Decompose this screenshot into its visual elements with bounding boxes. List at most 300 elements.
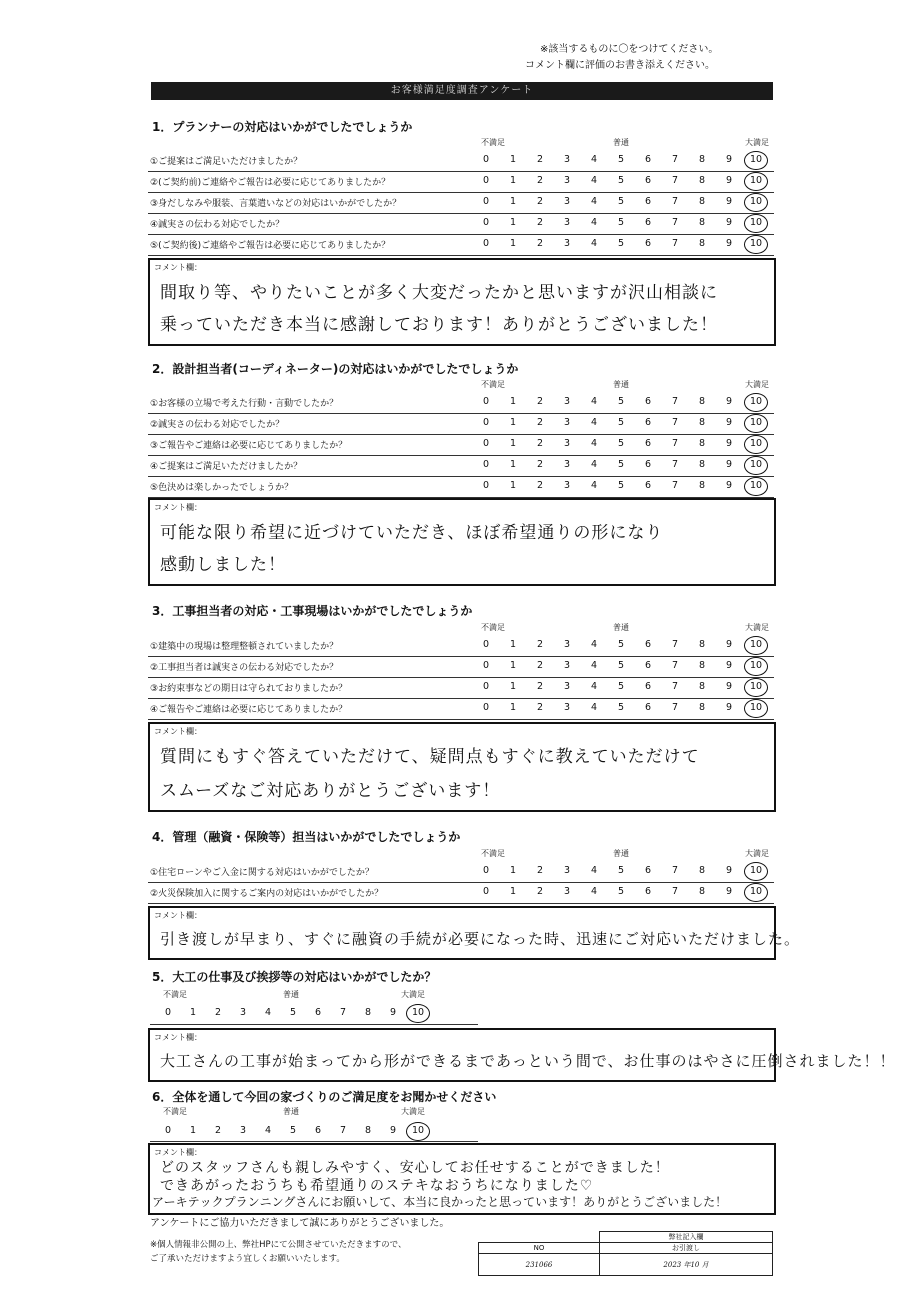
rating-option[interactable]: 4 (264, 1125, 272, 1136)
rating-option[interactable]: 2 (536, 154, 544, 165)
rating-option[interactable]: 3 (239, 1007, 247, 1018)
rating-option[interactable]: 6 (644, 886, 652, 897)
rating-option[interactable]: 9 (725, 459, 733, 470)
rating-option[interactable]: 8 (698, 175, 706, 186)
rating-option[interactable]: 5 (617, 396, 625, 407)
rating-option[interactable]: 2 (536, 660, 544, 671)
rating-option[interactable]: 7 (671, 681, 679, 692)
rating-option[interactable]: 10 (749, 639, 763, 650)
rating-option[interactable]: 10 (749, 438, 763, 449)
rating-option[interactable]: 3 (563, 865, 571, 876)
section-2-comment-line-1: 可能な限り希望に近づけていただき、ほぼ希望通りの形になり (160, 523, 664, 543)
rating-option[interactable]: 3 (563, 175, 571, 186)
rating-option[interactable]: 10 (749, 865, 763, 876)
rating-option[interactable]: 2 (536, 886, 544, 897)
rating-option[interactable]: 2 (536, 480, 544, 491)
rating-option[interactable]: 6 (644, 196, 652, 207)
rating-option[interactable]: 6 (644, 480, 652, 491)
rating-option[interactable]: 1 (509, 886, 517, 897)
section-1-comment-line-2: 乗っていただき本当に感謝しております！ありがとうございました！ (160, 315, 718, 335)
office-use-table (478, 1231, 773, 1276)
rating-option[interactable]: 1 (509, 660, 517, 671)
selected-rating-circle (744, 172, 768, 191)
scale-high-label: 大満足 (745, 138, 769, 147)
rating-option[interactable]: 10 (749, 217, 763, 228)
rating-option[interactable]: 8 (698, 238, 706, 249)
rating-option[interactable]: 3 (563, 886, 571, 897)
rating-option[interactable]: 3 (563, 681, 571, 692)
selected-rating-circle (744, 636, 768, 655)
section-5-rating-scale (150, 1007, 450, 1023)
section-6-scale-header (150, 1106, 430, 1120)
rating-option[interactable]: 3 (239, 1125, 247, 1136)
rating-option[interactable]: 4 (590, 660, 598, 671)
rating-option[interactable]: 7 (671, 480, 679, 491)
rating-option[interactable]: 0 (482, 175, 490, 186)
rating-option[interactable]: 6 (644, 438, 652, 449)
rating-option[interactable]: 8 (698, 480, 706, 491)
section-1-comment-line-1: 間取り等、やりたいことが多く大変だったかと思いますが沢山相談に (160, 283, 718, 303)
rating-option[interactable]: 5 (617, 660, 625, 671)
rating-option[interactable]: 1 (509, 396, 517, 407)
rating-option[interactable]: 7 (671, 154, 679, 165)
rating-option[interactable]: 5 (617, 417, 625, 428)
rating-option[interactable]: 9 (725, 480, 733, 491)
question-row (148, 413, 774, 435)
rating-option[interactable]: 10 (749, 886, 763, 897)
question-row (148, 150, 774, 172)
rating-option[interactable]: 1 (509, 175, 517, 186)
rating-option[interactable]: 8 (698, 217, 706, 228)
section-5-comment-box (148, 1028, 896, 1082)
question-row (148, 476, 774, 498)
rating-option[interactable]: 4 (590, 154, 598, 165)
handover-label: お引渡し (600, 1243, 773, 1254)
rating-option[interactable]: 1 (509, 681, 517, 692)
rating-option[interactable]: 5 (617, 639, 625, 650)
rating-option[interactable]: 9 (725, 660, 733, 671)
rating-option[interactable]: 2 (536, 417, 544, 428)
comment-label: コメント欄： (154, 1148, 202, 1157)
rating-option[interactable]: 10 (749, 702, 763, 713)
rating-option[interactable]: 0 (164, 1125, 172, 1136)
question-row (148, 635, 774, 657)
rating-option[interactable]: 6 (644, 217, 652, 228)
rating-option[interactable]: 9 (725, 438, 733, 449)
section-2-title: 2．設計担当者(コーディネーター)の対応はいかがでしたでしょうか (152, 362, 519, 376)
rating-option[interactable]: 6 (644, 660, 652, 671)
rating-option[interactable]: 5 (289, 1007, 297, 1018)
rating-scale (148, 196, 774, 210)
question-row (148, 392, 774, 414)
rating-option[interactable]: 2 (536, 459, 544, 470)
scale-mid-label: 普通 (613, 380, 629, 389)
rating-option[interactable]: 2 (536, 681, 544, 692)
rating-option[interactable]: 8 (364, 1125, 372, 1136)
no-value: 231066 (479, 1254, 600, 1276)
section-3-comment-line-1: 質問にもすぐ答えていただけて、疑問点もすぐに教えていただけて (160, 747, 700, 767)
header-note-2: コメント欄に評価のお書き添えください。 (525, 60, 715, 71)
rating-option[interactable]: 8 (698, 639, 706, 650)
section-6-title: 6．全体を通して今回の家づくりのご満足度をお聞かせください (152, 1090, 497, 1104)
question-row (148, 192, 774, 214)
rating-option[interactable]: 10 (749, 417, 763, 428)
rating-option[interactable]: 4 (590, 196, 598, 207)
rating-option[interactable]: 4 (590, 480, 598, 491)
rating-option[interactable]: 10 (749, 175, 763, 186)
question-text: ①ご提案はご満足いただけましたか？ (150, 157, 303, 167)
comment-label: コメント欄： (154, 263, 202, 272)
selected-rating-circle (744, 414, 768, 433)
rating-option[interactable]: 4 (590, 417, 598, 428)
rating-option[interactable]: 1 (509, 154, 517, 165)
rating-option[interactable]: 0 (482, 417, 490, 428)
selected-rating-circle (744, 235, 768, 254)
rating-option[interactable]: 9 (725, 639, 733, 650)
rating-option[interactable]: 6 (644, 238, 652, 249)
rating-option[interactable]: 1 (509, 639, 517, 650)
rating-option[interactable]: 4 (590, 639, 598, 650)
rating-option[interactable]: 3 (563, 396, 571, 407)
rating-option[interactable]: 2 (536, 238, 544, 249)
rating-option[interactable]: 5 (289, 1125, 297, 1136)
rating-scale (148, 217, 774, 231)
no-label: NO (479, 1243, 600, 1254)
rating-option[interactable]: 4 (590, 702, 598, 713)
rating-option[interactable]: 8 (698, 154, 706, 165)
rating-option[interactable]: 6 (644, 865, 652, 876)
rating-option[interactable]: 2 (536, 396, 544, 407)
rating-option[interactable]: 0 (482, 154, 490, 165)
question-row (148, 677, 774, 699)
selected-rating-circle (744, 435, 768, 454)
rating-option[interactable]: 5 (617, 480, 625, 491)
question-text: ④誠実さの伝わる対応でしたか？ (150, 220, 285, 230)
selected-rating-circle (744, 657, 768, 676)
rating-option[interactable]: 2 (536, 438, 544, 449)
selected-rating-circle (744, 214, 768, 233)
selected-rating-circle (744, 193, 768, 212)
rating-option[interactable]: 7 (671, 417, 679, 428)
rating-option[interactable]: 5 (617, 702, 625, 713)
section-6-comment-line-2: できあがったおうちも希望通りのステキなおうちになりました♡ (160, 1178, 594, 1194)
rating-option[interactable]: 7 (671, 639, 679, 650)
question-text: ③身だしなみや服装、言葉遣いなどの対応はいかがでしたか？ (150, 199, 402, 209)
rating-option[interactable]: 10 (749, 154, 763, 165)
rating-option[interactable]: 1 (189, 1125, 197, 1136)
rating-option[interactable]: 0 (482, 639, 490, 650)
rating-option[interactable]: 6 (644, 681, 652, 692)
rating-option[interactable]: 1 (509, 702, 517, 713)
question-text: ⑤色決めは楽しかったでしょうか？ (150, 483, 294, 493)
rating-option[interactable]: 6 (644, 175, 652, 186)
rating-option[interactable]: 0 (482, 238, 490, 249)
rating-option[interactable]: 0 (482, 196, 490, 207)
rating-option[interactable]: 0 (482, 865, 490, 876)
question-row (148, 861, 774, 883)
rating-option[interactable]: 5 (617, 238, 625, 249)
question-row (148, 434, 774, 456)
comment-label: コメント欄： (154, 727, 202, 736)
rating-option[interactable]: 3 (563, 238, 571, 249)
scale-high-label: 大満足 (401, 990, 425, 999)
scale-low-label: 不満足 (481, 138, 505, 147)
rating-option[interactable]: 7 (339, 1125, 347, 1136)
rating-option[interactable]: 1 (509, 417, 517, 428)
section-4-comment-line-1: 引き渡しが早まり、すぐに融資の手続が必要になった時、迅速にご対応いただけました。 (160, 930, 801, 948)
rating-option[interactable]: 6 (314, 1007, 322, 1018)
rating-option[interactable]: 9 (725, 196, 733, 207)
section-3-comment-line-2: スムーズなご対応ありがとうございます！ (160, 781, 501, 801)
rating-option[interactable]: 10 (411, 1007, 425, 1018)
rating-option[interactable]: 3 (563, 639, 571, 650)
survey-title-banner: お客様満足度調査アンケート (151, 82, 773, 100)
rating-option[interactable]: 10 (749, 459, 763, 470)
rating-option[interactable]: 1 (509, 865, 517, 876)
rating-option[interactable]: 4 (590, 886, 598, 897)
comment-label: コメント欄： (154, 911, 202, 920)
rating-option[interactable]: 8 (698, 396, 706, 407)
scale-low-label: 不満足 (481, 849, 505, 858)
rating-option[interactable]: 10 (749, 396, 763, 407)
rating-option[interactable]: 3 (563, 154, 571, 165)
rating-option[interactable]: 4 (590, 217, 598, 228)
rating-option[interactable]: 7 (671, 196, 679, 207)
rating-option[interactable]: 7 (671, 217, 679, 228)
privacy-note-1: ※個人情報非公開の上、弊社HPにて公開させていただきますので、 (150, 1240, 407, 1250)
rating-scale (148, 865, 774, 879)
rating-option[interactable]: 0 (482, 886, 490, 897)
rating-option[interactable]: 7 (671, 886, 679, 897)
rating-option[interactable]: 4 (590, 459, 598, 470)
question-text: ①お客様の立場で考えた行動・言動でしたか？ (150, 399, 339, 409)
scale-low-label: 不満足 (163, 990, 187, 999)
rating-option[interactable]: 1 (509, 217, 517, 228)
rating-scale (148, 639, 774, 653)
comment-label: コメント欄： (154, 1033, 202, 1042)
section-2-comment-line-2: 感動しました！ (160, 555, 286, 575)
rating-option[interactable]: 7 (339, 1007, 347, 1018)
rating-option[interactable]: 5 (617, 217, 625, 228)
section-5-comment-line-1: 大工さんの工事が始まってから形ができるまであっという間で、お仕事のはやさに圧倒されました！！ (160, 1052, 896, 1070)
rating-option[interactable]: 8 (364, 1007, 372, 1018)
rating-scale (148, 417, 774, 431)
rating-option[interactable]: 9 (725, 417, 733, 428)
question-row (148, 234, 774, 256)
rating-option[interactable]: 0 (482, 681, 490, 692)
rating-option[interactable]: 3 (563, 702, 571, 713)
rating-option[interactable]: 6 (644, 396, 652, 407)
rating-option[interactable]: 7 (671, 660, 679, 671)
rating-option[interactable]: 6 (314, 1125, 322, 1136)
section-6-comment-box (148, 1143, 776, 1215)
scale-low-label: 不満足 (163, 1107, 187, 1116)
section-4-title: 4．管理（融資・保険等）担当はいかがでしたでしょうか (152, 830, 461, 844)
rating-option[interactable]: 6 (644, 639, 652, 650)
rating-option[interactable]: 0 (482, 459, 490, 470)
section-6-rating-underline (150, 1141, 478, 1142)
rating-option[interactable]: 6 (644, 702, 652, 713)
section-5-scale-header (150, 989, 430, 1003)
section-4-scale-header (148, 848, 774, 862)
rating-scale (148, 886, 774, 900)
question-row (148, 171, 774, 193)
rating-option[interactable]: 1 (509, 438, 517, 449)
rating-option[interactable]: 3 (563, 196, 571, 207)
rating-option[interactable]: 8 (698, 196, 706, 207)
rating-option[interactable]: 0 (482, 438, 490, 449)
rating-scale (148, 396, 774, 410)
rating-option[interactable]: 5 (617, 196, 625, 207)
rating-option[interactable]: 1 (509, 238, 517, 249)
section-1-scale-header (148, 137, 774, 151)
rating-option[interactable]: 10 (749, 196, 763, 207)
rating-option[interactable]: 8 (698, 702, 706, 713)
scale-mid-label: 普通 (613, 623, 629, 632)
rating-option[interactable]: 9 (725, 238, 733, 249)
rating-option[interactable]: 4 (590, 865, 598, 876)
rating-option[interactable]: 2 (536, 196, 544, 207)
section-6-rating-scale (150, 1125, 450, 1141)
rating-scale (148, 681, 774, 695)
rating-option[interactable]: 7 (671, 238, 679, 249)
rating-option[interactable]: 5 (617, 459, 625, 470)
rating-option[interactable]: 7 (671, 865, 679, 876)
rating-option[interactable]: 0 (482, 217, 490, 228)
section-1-comment-box (148, 258, 776, 346)
rating-option[interactable]: 3 (563, 459, 571, 470)
rating-scale (148, 175, 774, 189)
rating-scale (148, 480, 774, 494)
scale-high-label: 大満足 (745, 849, 769, 858)
rating-option[interactable]: 2 (536, 217, 544, 228)
rating-option[interactable]: 8 (698, 459, 706, 470)
rating-option[interactable]: 4 (590, 175, 598, 186)
rating-option[interactable]: 0 (482, 396, 490, 407)
rating-option[interactable]: 4 (264, 1007, 272, 1018)
rating-option[interactable]: 1 (189, 1007, 197, 1018)
rating-option[interactable]: 9 (725, 681, 733, 692)
rating-option[interactable]: 8 (698, 865, 706, 876)
question-text: ②誠実さの伝わる対応でしたか？ (150, 420, 285, 430)
rating-option[interactable]: 0 (482, 702, 490, 713)
question-text: ②工事担当者は誠実さの伝わる対応でしたか？ (150, 663, 339, 673)
selected-rating-circle (744, 393, 768, 412)
rating-option[interactable]: 9 (389, 1125, 397, 1136)
question-row (148, 882, 774, 904)
scale-high-label: 大満足 (745, 380, 769, 389)
rating-option[interactable]: 10 (749, 660, 763, 671)
rating-option[interactable]: 1 (509, 480, 517, 491)
rating-option[interactable]: 8 (698, 681, 706, 692)
scale-mid-label: 普通 (283, 1107, 299, 1116)
rating-option[interactable]: 3 (563, 217, 571, 228)
rating-option[interactable]: 7 (671, 396, 679, 407)
rating-option[interactable]: 7 (671, 438, 679, 449)
rating-option[interactable]: 9 (725, 702, 733, 713)
rating-option[interactable]: 5 (617, 886, 625, 897)
rating-option[interactable]: 4 (590, 396, 598, 407)
rating-option[interactable]: 5 (617, 865, 625, 876)
question-text: ①建築中の現場は整理整頓されていましたか？ (150, 642, 339, 652)
rating-option[interactable]: 10 (749, 480, 763, 491)
selected-rating-circle (406, 1122, 430, 1141)
rating-option[interactable]: 2 (536, 865, 544, 876)
rating-option[interactable]: 0 (482, 660, 490, 671)
rating-option[interactable]: 10 (411, 1125, 425, 1136)
rating-option[interactable]: 7 (671, 702, 679, 713)
selected-rating-circle (744, 883, 768, 902)
rating-option[interactable]: 6 (644, 154, 652, 165)
rating-option[interactable]: 3 (563, 660, 571, 671)
rating-option[interactable]: 4 (590, 238, 598, 249)
question-row (148, 213, 774, 235)
rating-option[interactable]: 2 (536, 702, 544, 713)
section-3-title: 3．工事担当者の対応・工事現場はいかがでしたでしょうか (152, 604, 473, 618)
rating-option[interactable]: 9 (725, 175, 733, 186)
rating-option[interactable]: 2 (214, 1125, 222, 1136)
comment-label: コメント欄： (154, 503, 202, 512)
rating-option[interactable]: 2 (214, 1007, 222, 1018)
rating-option[interactable]: 1 (509, 196, 517, 207)
rating-option[interactable]: 10 (749, 681, 763, 692)
rating-option[interactable]: 5 (617, 154, 625, 165)
rating-option[interactable]: 2 (536, 639, 544, 650)
privacy-note-2: ご了承いただけますよう宜しくお願いいたします。 (150, 1254, 345, 1264)
rating-option[interactable]: 5 (617, 438, 625, 449)
rating-option[interactable]: 8 (698, 417, 706, 428)
question-text: ④ご提案はご満足いただけましたか？ (150, 462, 303, 472)
thanks-message: アンケートにご協力いただきまして誠にありがとうございました。 (150, 1218, 450, 1229)
rating-option[interactable]: 9 (725, 217, 733, 228)
rating-option[interactable]: 7 (671, 459, 679, 470)
rating-option[interactable]: 2 (536, 175, 544, 186)
selected-rating-circle (406, 1004, 430, 1023)
rating-option[interactable]: 3 (563, 417, 571, 428)
rating-option[interactable]: 9 (725, 154, 733, 165)
rating-option[interactable]: 6 (644, 459, 652, 470)
rating-option[interactable]: 5 (617, 175, 625, 186)
rating-option[interactable]: 8 (698, 438, 706, 449)
rating-option[interactable]: 8 (698, 886, 706, 897)
section-4-comment-box (148, 906, 801, 960)
selected-rating-circle (744, 678, 768, 697)
rating-option[interactable]: 5 (617, 681, 625, 692)
rating-option[interactable]: 9 (725, 865, 733, 876)
rating-option[interactable]: 1 (509, 459, 517, 470)
rating-option[interactable]: 6 (644, 417, 652, 428)
scale-low-label: 不満足 (481, 380, 505, 389)
section-2-comment-box (148, 498, 776, 586)
rating-option[interactable]: 3 (563, 438, 571, 449)
rating-option[interactable]: 4 (590, 681, 598, 692)
section-5-title: 5．大工の仕事及び挨拶等の対応はいかがでしたか？ (152, 970, 437, 984)
rating-option[interactable]: 9 (725, 886, 733, 897)
rating-option[interactable]: 4 (590, 438, 598, 449)
rating-option[interactable]: 8 (698, 660, 706, 671)
question-text: ③お約束事などの期日は守られておりましたか？ (150, 684, 348, 694)
rating-option[interactable]: 9 (389, 1007, 397, 1018)
rating-option[interactable]: 10 (749, 238, 763, 249)
rating-option[interactable]: 0 (164, 1007, 172, 1018)
rating-option[interactable]: 9 (725, 396, 733, 407)
question-text: ③ご報告やご連絡は必要に応じてありましたか？ (150, 441, 348, 451)
rating-option[interactable]: 0 (482, 480, 490, 491)
header-note-1: ※該当するものに〇をつけてください。 (540, 44, 719, 55)
rating-option[interactable]: 3 (563, 480, 571, 491)
rating-option[interactable]: 7 (671, 175, 679, 186)
section-3-comment-box (148, 722, 776, 812)
